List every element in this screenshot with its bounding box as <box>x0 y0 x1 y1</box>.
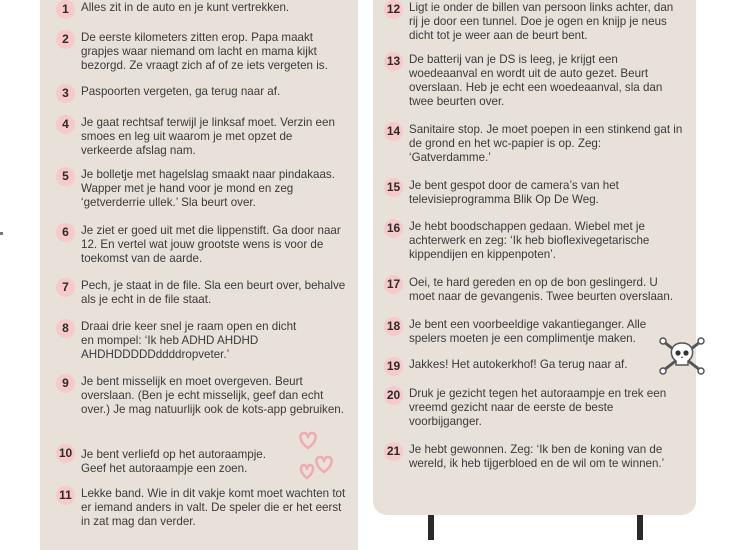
square-text: Je hebt gewonnen. Zeg: ‘Ik ben de koning van de wereld, ik heb tijgerbloed en de wil om te winnen.’ <box>409 443 665 470</box>
hearts-icon <box>294 428 342 482</box>
square-number: 20 <box>384 386 403 405</box>
square-item-10 <box>56 445 286 476</box>
board-leg-left <box>428 515 434 540</box>
square-item-3 <box>56 85 346 103</box>
square-text: Jakkes! Het autokerkhof! Ga terug naar af. <box>409 358 628 371</box>
square-number: 8 <box>56 319 75 338</box>
square-number: 1 <box>56 0 75 19</box>
square-number: 13 <box>384 52 403 71</box>
square-number: 15 <box>384 178 403 197</box>
square-number: 4 <box>56 115 75 134</box>
edge-mark <box>0 232 3 235</box>
square-item-19 <box>384 358 644 376</box>
square-item-9 <box>56 375 346 417</box>
square-item-11 <box>56 487 346 529</box>
skull-crossbones-icon <box>658 336 706 376</box>
square-item-5 <box>56 168 346 210</box>
square-number: 16 <box>384 219 403 238</box>
square-text: Je bent een voorbeeldige vakantieganger. Alle spelers moeten je een complimentje maken. <box>409 318 647 345</box>
square-number: 5 <box>56 167 75 186</box>
square-item-2 <box>56 31 346 73</box>
square-text: Druk je gezicht tegen het autoraampje en trek een vreemd gezicht naar de eerste de beste voorbijganger. <box>409 387 667 428</box>
square-text: Sanitaire stop. Je moet poepen in een stinkend gat in de grond en het wc-papier is op. Zeg: ‘Gatverdamme.’ <box>409 123 683 164</box>
square-number: 2 <box>56 30 75 49</box>
square-item-6 <box>56 224 350 266</box>
square-item-13 <box>384 53 684 109</box>
square-text: Draai drie keer snel je raam open en dicht en mompel: ‘Ik heb ADHD AHDHD AHDHDDDDDddddropveter.’ <box>81 320 297 361</box>
square-text: Pech, je staat in de file. Sla een beurt over, behalve als je echt in de file staat. <box>81 279 346 306</box>
square-number: 19 <box>384 357 403 376</box>
square-item-7 <box>56 279 346 307</box>
square-item-1 <box>56 1 346 19</box>
square-text: Je bent misselijk en moet overgeven. Beurt overslaan. (Ben je echt misselijk, geef dan echt over.) Je mag natuurlijk ook de kots-app gebruiken. <box>81 375 344 416</box>
square-item-14 <box>384 123 684 165</box>
square-number: 7 <box>56 278 75 297</box>
board-leg-right <box>637 515 643 540</box>
square-number: 18 <box>384 317 403 336</box>
square-text: Alles zit in de auto en je kunt vertrekken. <box>81 1 290 14</box>
square-number: 9 <box>56 374 75 393</box>
square-text: Paspoorten vergeten, ga terug naar af. <box>81 85 281 98</box>
square-text: Ligt ie onder de billen van persoon links achter, dan rij je door een tunnel. Doe je ogen en knijp je neus dicht tot je weer aan de beurt bent. <box>409 1 674 42</box>
square-number: 10 <box>56 444 75 463</box>
square-item-4 <box>56 116 346 158</box>
square-text: Lekke band. Wie in dit vakje komt moet wachten tot er iemand anders in valt. De speler die er het eerst in zat mag dan verder. <box>81 487 346 528</box>
square-number: 3 <box>56 84 75 103</box>
square-text: De batterij van je DS is leeg, je krijgt een woedeaanval en wordt uit de auto gezet. Beurt overslaan. Heb je echt een woedeaanval, sla dan twee beurten over. <box>409 53 663 108</box>
square-number: 11 <box>56 486 75 505</box>
square-text: Je hebt boodschappen gedaan. Wiebel met je achterwerk en zeg: ‘Ik heb bioflexivegetarische kippendijen en kippenpoten’. <box>409 220 650 261</box>
square-text: Je bent gespot door de camera’s van het televisieprogramma Blik Op De Weg. <box>409 179 619 206</box>
square-item-20 <box>384 387 674 429</box>
square-text: Je bolletje met hagelslag smaakt naar pindakaas. Wapper met je hand voor je mond en zeg ‘getverderrie ullek.’ Sla beurt over. <box>81 168 335 209</box>
square-number: 17 <box>384 275 403 294</box>
square-number: 12 <box>384 0 403 19</box>
square-item-12 <box>384 1 684 43</box>
square-number: 6 <box>56 223 75 242</box>
square-text: Je ziet er goed uit met die lippenstift. Ga door naar 12. En vertel wat jouw grootste wens is voor de toekomst van de aarde. <box>81 224 341 265</box>
square-number: 21 <box>384 442 403 461</box>
square-item-17 <box>384 276 684 304</box>
square-item-8 <box>56 320 306 362</box>
square-item-15 <box>384 179 684 207</box>
square-item-21 <box>384 443 684 471</box>
square-text: De eerste kilometers zitten erop. Papa maakt grapjes waar niemand om lacht en mama kijkt bezorgd. Ze vraagt zich af of ze iets vergeten is. <box>81 31 328 72</box>
square-number: 14 <box>384 122 403 141</box>
square-item-18 <box>384 318 669 346</box>
square-text: Je bent verliefd op het autoraampje. Geef het autoraampje een zoen. <box>81 448 266 475</box>
square-text: Oei, te hard gereden en op de bon geslingerd. U moet naar de gevangenis. Twee beurten overslaan. <box>409 276 674 303</box>
square-item-16 <box>384 220 684 262</box>
square-text: Je gaat rechtsaf terwijl je linksaf moet. Verzin een smoes en leg uit waarom je met opzet de verkeerde afslag nam. <box>81 116 335 157</box>
